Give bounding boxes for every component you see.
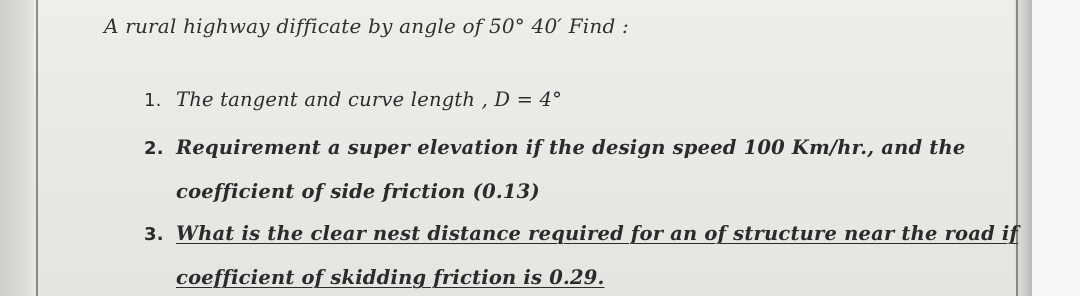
problem-title: A rural highway difficate by angle of 50° 40′ Find : [104, 14, 629, 38]
list-item-2-continuation: coefficient of side friction (0.13) [176, 180, 540, 203]
list-item-number: 1. [144, 90, 162, 111]
paper-left-edge [0, 0, 34, 296]
list-item-1 [144, 88, 562, 111]
list-item-number: 2. [144, 138, 164, 159]
list-item-3-continuation: coefficient of skidding friction is 0.29. [176, 266, 605, 289]
list-item-text: The tangent and curve length , D = 4° [176, 88, 563, 111]
list-item-3 [144, 222, 1018, 245]
background-outside-paper [1032, 0, 1080, 296]
list-item-2 [144, 136, 965, 159]
list-item-text: What is the clear nest distance required for an of structure near the road if [176, 222, 1019, 245]
page-border-left [36, 0, 38, 296]
list-item-text: Requirement a super elevation if the design speed 100 Km/hr., and the [176, 136, 966, 159]
page-border-right [1016, 0, 1018, 296]
list-item-number: 3. [144, 224, 164, 245]
